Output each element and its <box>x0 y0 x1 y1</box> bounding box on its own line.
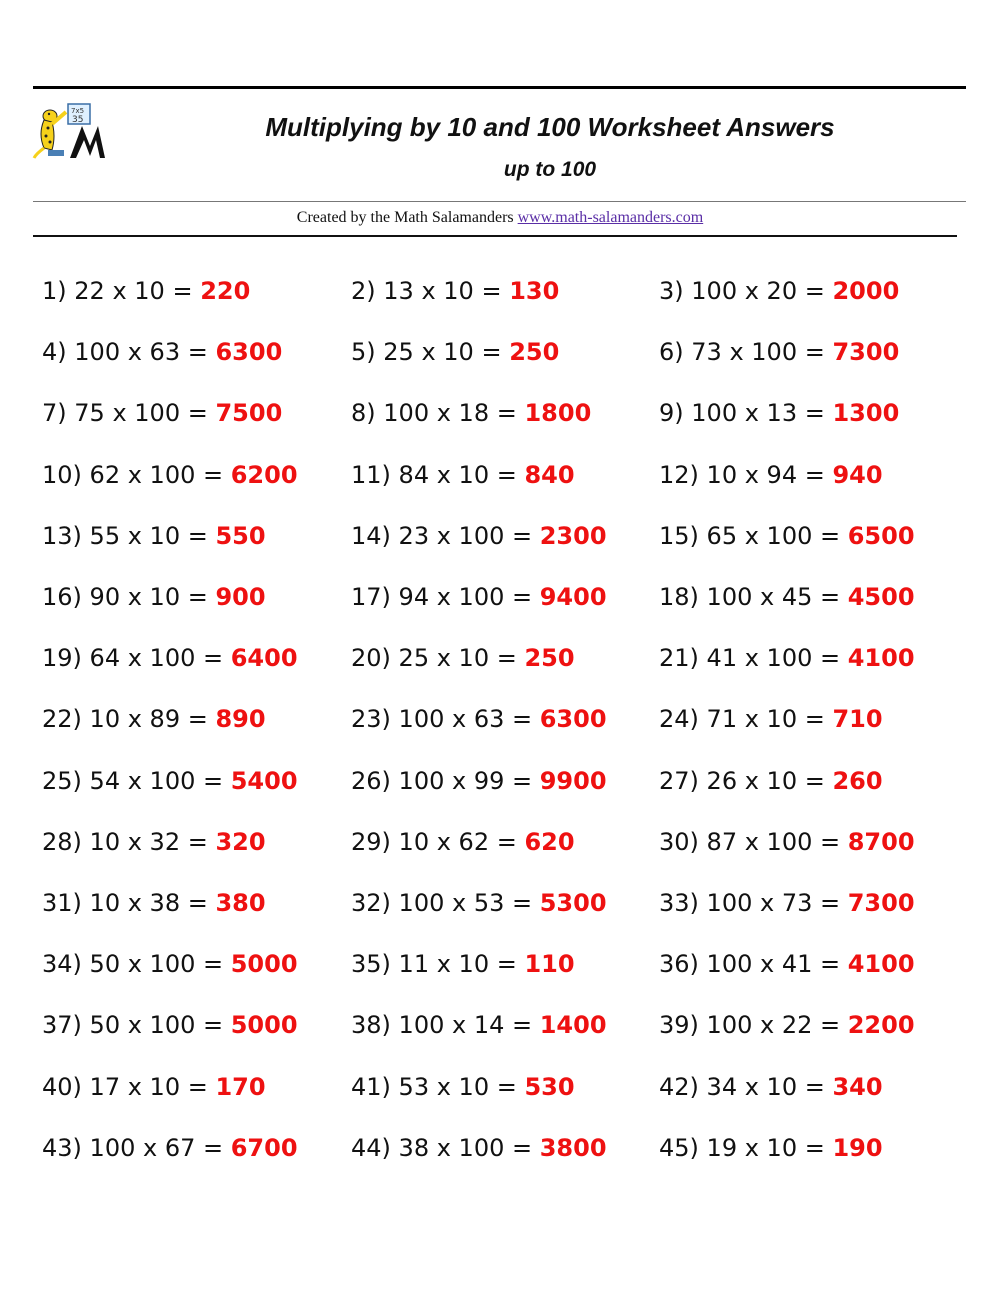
problem-number: 3) <box>659 277 684 305</box>
problem-number: 37) <box>42 1011 82 1040</box>
problem-question: 25 x 10 = <box>398 644 517 673</box>
problem-question: 54 x 100 = <box>89 766 224 795</box>
problem-question: 10 x 38 = <box>89 889 208 917</box>
problem-item <box>659 521 915 551</box>
problem-question: 100 x 13 = <box>691 399 825 428</box>
problem-item <box>659 888 915 918</box>
problem-item <box>351 827 575 857</box>
problem-answer: 6300 <box>215 338 283 367</box>
problem-question: 100 x 45 = <box>706 583 841 611</box>
problem-answer: 4100 <box>847 644 915 673</box>
problem-item <box>659 1133 883 1163</box>
problem-answer: 2000 <box>832 277 900 305</box>
problem-item <box>659 949 915 979</box>
problem-question: 100 x 22 = <box>706 1011 841 1040</box>
problem-answer: 940 <box>832 460 883 489</box>
problem-number: 38) <box>351 1011 391 1040</box>
problem-number: 11) <box>351 460 391 489</box>
problem-item <box>42 1133 298 1163</box>
problem-item <box>42 949 298 979</box>
problem-question: 13 x 10 = <box>383 277 502 305</box>
problem-question: 100 x 63 = <box>398 705 533 734</box>
problem-question: 100 x 63 = <box>74 338 208 367</box>
problem-question: 25 x 10 = <box>383 338 502 367</box>
problem-number: 23) <box>351 705 391 734</box>
problem-answer: 6200 <box>230 460 298 489</box>
problem-item <box>659 704 883 734</box>
bottom-divider <box>33 235 957 237</box>
credit-text: Created by the Math Salamanders <box>296 209 514 226</box>
problem-item <box>351 460 575 490</box>
problem-question: 19 x 10 = <box>706 1133 825 1162</box>
problem-question: 55 x 10 = <box>89 521 208 550</box>
problem-number: 13) <box>42 521 82 550</box>
website-link[interactable]: www.math-salamanders.com <box>517 209 704 226</box>
problem-answer: 260 <box>832 766 883 795</box>
problem-answer: 6500 <box>847 521 915 550</box>
problem-number: 31) <box>42 889 82 917</box>
problem-question: 53 x 10 = <box>398 1072 517 1101</box>
top-divider <box>33 86 966 89</box>
problem-answer: 6400 <box>230 644 298 673</box>
problem-number: 1) <box>42 277 67 305</box>
problem-question: 38 x 100 = <box>398 1133 533 1162</box>
problem-number: 2) <box>351 277 376 305</box>
problem-number: 18) <box>659 583 699 611</box>
problem-answer: 220 <box>200 277 251 305</box>
problem-item <box>42 1010 298 1040</box>
problem-answer: 3800 <box>539 1133 607 1162</box>
problem-number: 41) <box>351 1072 391 1101</box>
problem-question: 100 x 99 = <box>398 766 533 795</box>
problem-question: 71 x 10 = <box>706 705 825 734</box>
problem-number: 39) <box>659 1011 699 1040</box>
problem-item <box>42 337 282 367</box>
problem-question: 84 x 10 = <box>398 460 517 489</box>
problem-answer: 710 <box>832 705 883 734</box>
problem-answer: 5300 <box>539 889 607 917</box>
problem-answer: 530 <box>524 1072 575 1101</box>
problem-answer: 130 <box>509 277 560 305</box>
problem-answer: 4100 <box>847 950 915 979</box>
problem-number: 44) <box>351 1133 391 1162</box>
problem-number: 26) <box>351 766 391 795</box>
problem-question: 10 x 32 = <box>89 827 208 856</box>
problem-item <box>42 460 298 490</box>
problem-question: 100 x 67 = <box>89 1133 224 1162</box>
problem-question: 41 x 100 = <box>706 644 841 673</box>
problem-answer: 7300 <box>832 338 900 367</box>
problem-answer: 9900 <box>539 766 607 795</box>
problem-number: 17) <box>351 583 391 611</box>
problem-item <box>42 827 266 857</box>
problem-item <box>42 582 266 612</box>
problem-answer: 1400 <box>539 1011 607 1040</box>
problem-question: 100 x 41 = <box>706 950 841 979</box>
problem-number: 15) <box>659 521 699 550</box>
problem-number: 28) <box>42 827 82 856</box>
problem-item <box>659 1010 915 1040</box>
problem-question: 62 x 100 = <box>89 460 224 489</box>
problem-answer: 5000 <box>230 950 298 979</box>
problem-answer: 6700 <box>230 1133 298 1162</box>
problem-number: 22) <box>42 705 82 734</box>
problem-number: 42) <box>659 1072 699 1101</box>
page-subtitle: up to 100 <box>503 158 597 181</box>
problem-question: 75 x 100 = <box>74 399 208 428</box>
problem-number: 33) <box>659 889 699 917</box>
problem-item <box>42 276 250 306</box>
problem-item <box>42 888 266 918</box>
problem-item <box>42 704 266 734</box>
problem-number: 12) <box>659 460 699 489</box>
problem-answer: 2300 <box>539 521 607 550</box>
problem-number: 29) <box>351 827 391 856</box>
problem-answer: 250 <box>509 338 560 367</box>
problem-question: 50 x 100 = <box>89 1011 224 1040</box>
problem-item <box>351 704 607 734</box>
problem-answer: 5000 <box>230 1011 298 1040</box>
problem-answer: 6300 <box>539 705 607 734</box>
problem-number: 25) <box>42 766 82 795</box>
problem-number: 14) <box>351 521 391 550</box>
problem-question: 11 x 10 = <box>398 950 517 979</box>
problem-answer: 380 <box>215 889 266 917</box>
problem-answer: 8700 <box>847 827 915 856</box>
problem-item <box>659 766 883 796</box>
problem-question: 10 x 89 = <box>89 705 208 734</box>
problem-answer: 320 <box>215 827 266 856</box>
problem-question: 10 x 62 = <box>398 827 517 856</box>
problem-item <box>42 521 266 551</box>
problem-item <box>351 582 607 612</box>
problem-item <box>659 643 915 673</box>
problem-question: 87 x 100 = <box>706 827 841 856</box>
problem-question: 65 x 100 = <box>706 521 841 550</box>
problem-answer: 620 <box>524 827 575 856</box>
problem-number: 5) <box>351 338 376 367</box>
problem-question: 23 x 100 = <box>398 521 533 550</box>
problem-number: 24) <box>659 705 699 734</box>
problem-question: 64 x 100 = <box>89 644 224 673</box>
problem-question: 22 x 10 = <box>74 277 193 305</box>
problem-number: 30) <box>659 827 699 856</box>
problem-number: 32) <box>351 889 391 917</box>
problem-item <box>351 888 607 918</box>
credit-line <box>0 209 1000 227</box>
problem-number: 27) <box>659 766 699 795</box>
problem-question: 73 x 100 = <box>691 338 825 367</box>
problem-answer: 2200 <box>847 1011 915 1040</box>
problem-item <box>351 1072 575 1102</box>
problem-number: 16) <box>42 583 82 611</box>
problem-question: 100 x 14 = <box>398 1011 533 1040</box>
problem-number: 20) <box>351 644 391 673</box>
problem-answer: 4500 <box>847 583 915 611</box>
page-title: Multiplying by 10 and 100 Worksheet Answers <box>265 112 835 142</box>
problem-answer: 5400 <box>230 766 298 795</box>
problem-answer: 190 <box>832 1133 883 1162</box>
problem-question: 94 x 100 = <box>398 583 533 611</box>
problem-number: 43) <box>42 1133 82 1162</box>
problem-question: 100 x 73 = <box>706 889 841 917</box>
problem-number: 36) <box>659 950 699 979</box>
problem-item <box>659 460 883 490</box>
problem-item <box>351 1133 607 1163</box>
problem-question: 34 x 10 = <box>706 1072 825 1101</box>
problem-item <box>659 827 915 857</box>
problem-number: 34) <box>42 950 82 979</box>
problem-number: 35) <box>351 950 391 979</box>
problem-item <box>351 1010 607 1040</box>
problem-answer: 7300 <box>847 889 915 917</box>
problem-item <box>351 643 575 673</box>
problem-item <box>351 337 559 367</box>
problem-question: 50 x 100 = <box>89 950 224 979</box>
problem-answer: 1300 <box>832 399 900 428</box>
problem-question: 100 x 20 = <box>691 277 825 305</box>
problem-answer: 340 <box>832 1072 883 1101</box>
problem-item <box>351 521 607 551</box>
problem-answer: 170 <box>215 1072 266 1101</box>
problem-number: 40) <box>42 1072 82 1101</box>
problem-number: 6) <box>659 338 684 367</box>
problem-answer: 890 <box>215 705 266 734</box>
svg-text:7x5: 7x5 <box>71 107 85 115</box>
problem-question: 100 x 53 = <box>398 889 533 917</box>
problem-answer: 250 <box>524 644 575 673</box>
problem-item <box>42 643 298 673</box>
problem-item <box>42 398 282 428</box>
problem-item <box>659 398 899 428</box>
problem-number: 21) <box>659 644 699 673</box>
problem-number: 19) <box>42 644 82 673</box>
problem-number: 8) <box>351 399 376 428</box>
problem-item <box>659 337 899 367</box>
problem-item <box>42 766 298 796</box>
problem-answer: 900 <box>215 583 266 611</box>
problem-question: 26 x 10 = <box>706 766 825 795</box>
problem-item <box>659 1072 883 1102</box>
problem-question: 17 x 10 = <box>89 1072 208 1101</box>
problem-item <box>351 398 591 428</box>
problem-number: 7) <box>42 399 67 428</box>
svg-text:35: 35 <box>72 115 84 125</box>
problem-question: 10 x 94 = <box>706 460 825 489</box>
problem-answer: 550 <box>215 521 266 550</box>
problem-question: 90 x 10 = <box>89 583 208 611</box>
problem-number: 10) <box>42 460 82 489</box>
header-divider <box>33 201 966 202</box>
problem-answer: 110 <box>524 950 575 979</box>
problem-item <box>42 1072 266 1102</box>
problem-item <box>351 949 575 979</box>
problem-question: 100 x 18 = <box>383 399 517 428</box>
problem-number: 9) <box>659 399 684 428</box>
problem-answer: 9400 <box>539 583 607 611</box>
problem-item <box>659 276 899 306</box>
problem-number: 4) <box>42 338 67 367</box>
problem-number: 45) <box>659 1133 699 1162</box>
problem-answer: 7500 <box>215 399 283 428</box>
problem-item <box>659 582 915 612</box>
problem-item <box>351 276 559 306</box>
problem-answer: 1800 <box>524 399 592 428</box>
problem-answer: 840 <box>524 460 575 489</box>
problem-item <box>351 766 607 796</box>
